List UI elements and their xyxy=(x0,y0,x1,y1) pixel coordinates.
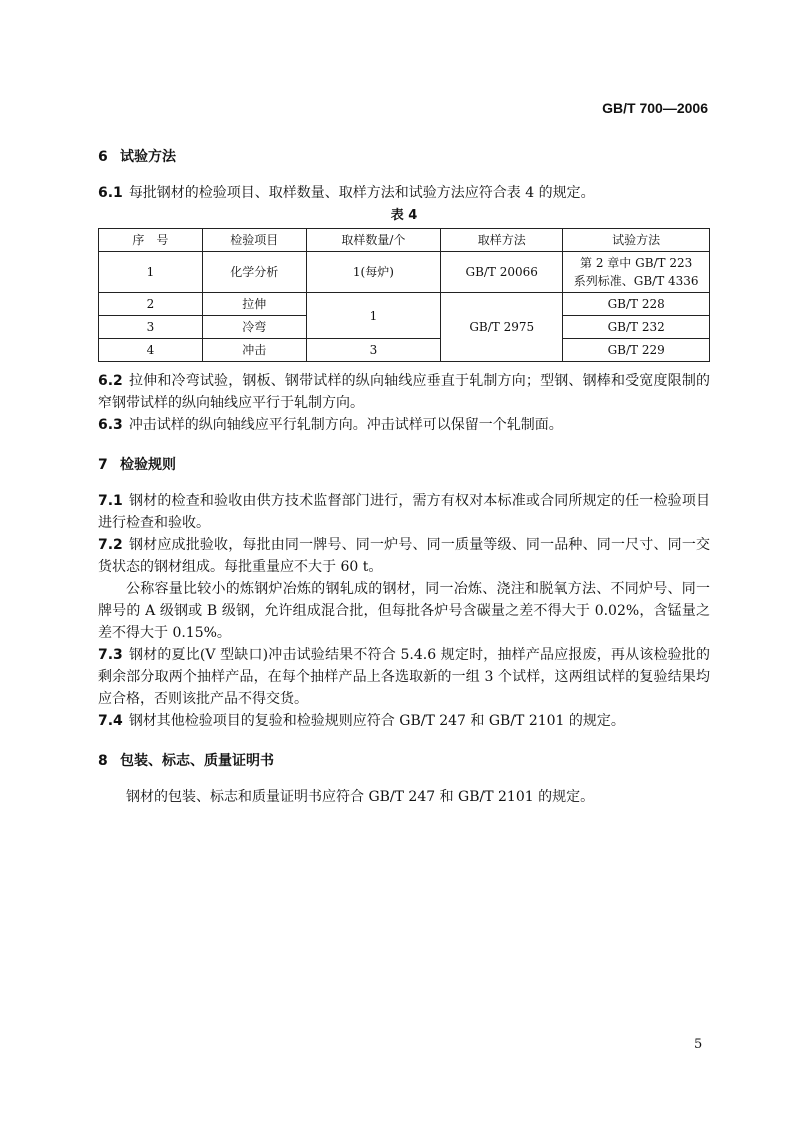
table-row xyxy=(99,293,710,316)
table-row xyxy=(99,339,710,362)
row-number-cell: 1 xyxy=(99,252,203,293)
clause-6-2 xyxy=(98,370,710,414)
quantity-cell: 1(每炉) xyxy=(306,252,440,293)
quantity-cell: 3 xyxy=(306,339,440,362)
item-cell: 冷弯 xyxy=(202,316,306,339)
clause-text: 钢材其他检验项目的复验和检验规则应符合 GB/T 247 和 GB/T 2101 的规定。 xyxy=(128,713,625,729)
clause-text: 钢材的夏比(V 型缺口)冲击试验结果不符合 5.4.6 规定时，抽样产品应报废，再从该检验批的剩余部分取两个抽样产品，在每个抽样产品上各选取新的一组 3 个试样，这两组试样的复验结果均应合格，否则该批产品不得交货。 xyxy=(98,647,710,707)
clause-number: 6.3 xyxy=(98,417,123,433)
document-body xyxy=(98,146,710,808)
table-header-cell: 试验方法 xyxy=(563,229,710,252)
clause-7-2 xyxy=(98,534,710,578)
item-cell: 拉伸 xyxy=(202,293,306,316)
section-number: 8 xyxy=(98,753,108,769)
clause-number: 6.1 xyxy=(98,185,123,201)
clause-number: 7.4 xyxy=(98,713,123,729)
method-line: 系列标准、GB/T 4336 xyxy=(573,274,699,288)
clause-6-1 xyxy=(98,182,710,204)
section-title: 包装、标志、质量证明书 xyxy=(120,753,274,769)
sampling-cell: GB/T 20066 xyxy=(441,252,563,293)
item-cell: 冲击 xyxy=(202,339,306,362)
section-8-heading xyxy=(98,750,710,772)
table-header-cell: 取样方法 xyxy=(441,229,563,252)
section-title: 检验规则 xyxy=(120,457,176,473)
quantity-cell: 1 xyxy=(306,293,440,339)
sampling-cell: GB/T 2975 xyxy=(441,293,563,362)
clause-number: 7.1 xyxy=(98,493,123,509)
clause-number: 7.3 xyxy=(98,647,123,663)
clause-text: 拉伸和冷弯试验，钢板、钢带试样的纵向轴线应垂直于轧制方向；型钢、钢棒和受宽度限制的窄钢带试样的纵向轴线应平行于轧制方向。 xyxy=(98,373,710,411)
inspection-table xyxy=(98,228,710,362)
method-cell: GB/T 228 xyxy=(563,293,710,316)
standard-number-header: GB/T 700—2006 xyxy=(602,100,708,116)
table-header-cell: 序 号 xyxy=(99,229,203,252)
row-number-cell: 3 xyxy=(99,316,203,339)
item-cell: 化学分析 xyxy=(202,252,306,293)
method-line: 第 2 章中 GB/T 223 xyxy=(580,256,693,270)
table-header-cell: 取样数量/个 xyxy=(306,229,440,252)
row-number-cell: 4 xyxy=(99,339,203,362)
clause-6-3 xyxy=(98,414,710,436)
clause-7-2-continued: 公称容量比较小的炼钢炉冶炼的钢轧成的钢材，同一冶炼、浇注和脱氧方法、不同炉号、同一牌号的 A 级钢或 B 级钢，允许组成混合批，但每批各炉号含碳量之差不得大于 0.02%，含锰量之差不得大于 0.15%。 xyxy=(98,581,710,641)
section-7-heading xyxy=(98,454,710,476)
clause-text: 钢材应成批验收，每批由同一牌号、同一炉号、同一质量等级、同一品种、同一尺寸、同一交货状态的钢材组成。每批重量应不大于 60 t。 xyxy=(98,537,710,575)
method-cell: GB/T 232 xyxy=(563,316,710,339)
row-number-cell: 2 xyxy=(99,293,203,316)
clause-number: 6.2 xyxy=(98,373,123,389)
table-header-row xyxy=(99,229,710,252)
section-title: 试验方法 xyxy=(120,149,176,165)
clause-8-text: 钢材的包装、标志和质量证明书应符合 GB/T 247 和 GB/T 2101 的规定。 xyxy=(126,789,595,805)
table-row xyxy=(99,252,710,293)
clause-number: 7.2 xyxy=(98,537,123,553)
table-caption: 表 4 xyxy=(390,208,418,223)
section-number: 6 xyxy=(98,149,108,165)
clause-7-3 xyxy=(98,644,710,710)
clause-7-1 xyxy=(98,490,710,534)
clause-text: 钢材的检查和验收由供方技术监督部门进行，需方有权对本标准或合同所规定的任一检验项目进行检查和验收。 xyxy=(98,493,710,531)
table-header-cell: 检验项目 xyxy=(202,229,306,252)
clause-7-4 xyxy=(98,710,710,732)
section-6-heading xyxy=(98,146,710,168)
clause-text: 冲击试样的纵向轴线应平行轧制方向。冲击试样可以保留一个轧制面。 xyxy=(128,417,563,433)
clause-text: 每批钢材的检验项目、取样数量、取样方法和试验方法应符合表 4 的规定。 xyxy=(128,185,595,201)
method-cell xyxy=(563,252,710,293)
section-number: 7 xyxy=(98,457,108,473)
page-number: 5 xyxy=(694,1037,703,1052)
method-cell: GB/T 229 xyxy=(563,339,710,362)
